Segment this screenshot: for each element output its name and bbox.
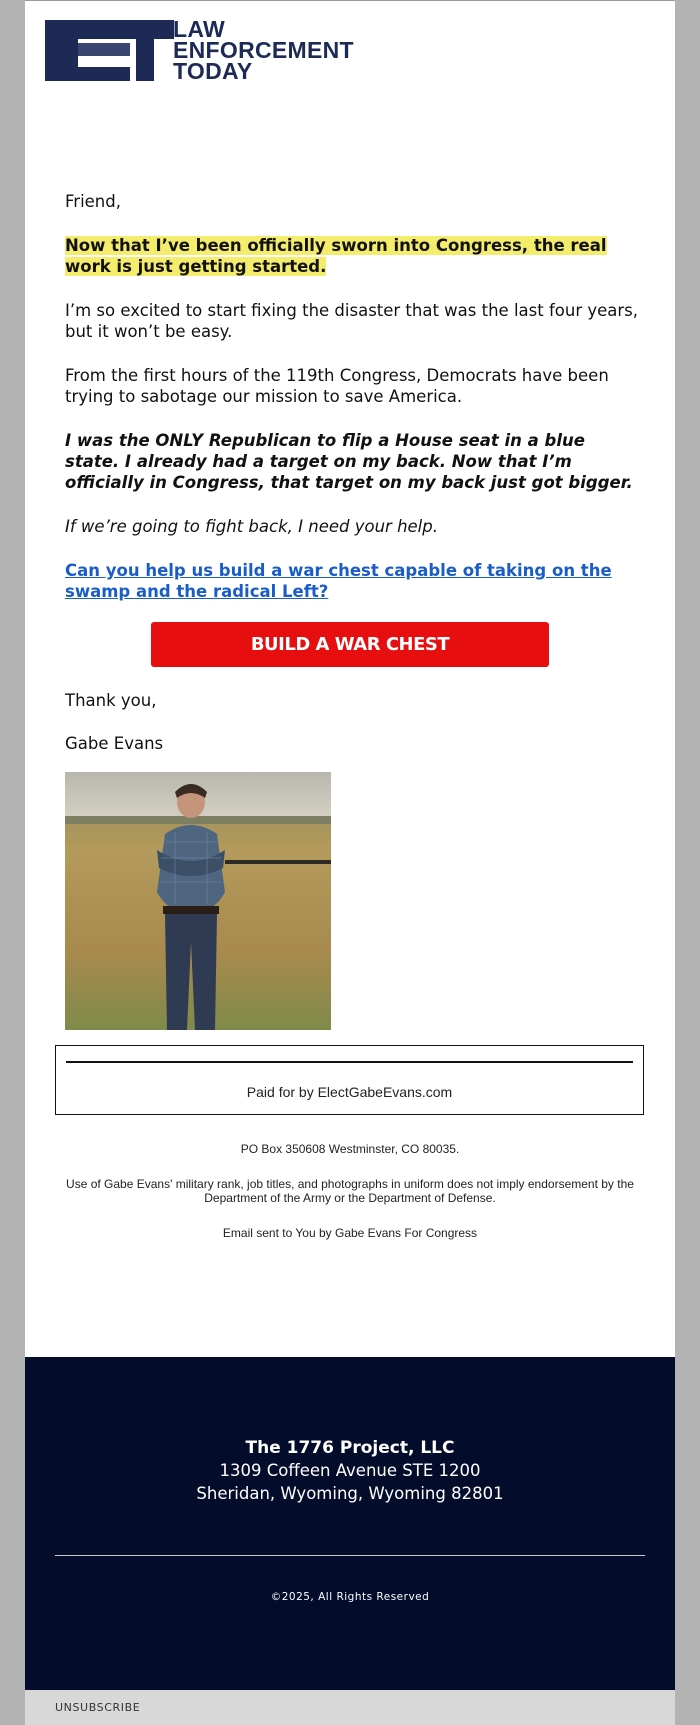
candidate-photo <box>65 772 331 1030</box>
military-notice: Use of Gabe Evans' military rank, job titles, and photographs in uniform does not imply endorsement by the Department of the Army or the Department of Defense. <box>66 1177 634 1205</box>
footer <box>25 1357 675 1690</box>
footer-address-line-1: 1309 Coffeen Avenue STE 1200 <box>219 1461 481 1480</box>
brand-wordmark <box>173 16 354 84</box>
paragraph-2: I’m so excited to start fixing the disaster that was the last four years, but it won’t be easy. <box>65 301 639 341</box>
footer-address-line-2: Sheridan, Wyoming, Wyoming 82801 <box>196 1484 504 1503</box>
paragraph-5: If we’re going to fight back, I need your help. <box>65 517 438 536</box>
sent-by-text: Email sent to You by Gabe Evans For Congress <box>222 1226 478 1240</box>
brand-line-3: TODAY <box>173 58 253 84</box>
footer-org-name: The 1776 Project, LLC <box>245 1438 455 1458</box>
paid-for-box <box>55 1045 644 1115</box>
top-border <box>25 0 675 1</box>
let-logo-mark-icon <box>45 20 175 82</box>
greeting: Friend, <box>65 192 121 211</box>
brand-line-2: ENFORCEMENT <box>173 37 354 63</box>
donate-link-paragraph <box>65 560 640 602</box>
footer-divider <box>55 1555 645 1556</box>
brand-line-1: LAW <box>173 16 225 42</box>
footer-copyright: ©2025, All Rights Reserved <box>270 1591 430 1603</box>
highlight-text: Now that I’ve been officially sworn into Congress, the real work is just getting started. <box>65 236 607 276</box>
signature: Gabe Evans <box>65 734 164 753</box>
paragraph-4: I was the ONLY Republican to flip a House seat in a blue state. I already had a target on my back. Now that I’m officially in Congress, that target on my back just got bigger. <box>65 431 633 492</box>
signoff: Thank you, <box>65 691 157 710</box>
build-war-chest-button[interactable]: BUILD A WAR CHEST <box>151 622 549 667</box>
po-box-address: PO Box 350608 Westminster, CO 80035. <box>240 1142 460 1156</box>
email-container <box>25 0 675 1725</box>
paid-for-rule <box>66 1061 633 1063</box>
paid-for-text: Paid for by ElectGabeEvans.com <box>246 1084 453 1100</box>
unsubscribe-link[interactable]: UNSUBSCRIBE <box>55 1701 141 1714</box>
paragraph-3: From the first hours of the 119th Congress, Democrats have been trying to sabotage our mission to save America. <box>65 366 609 406</box>
highlight-paragraph <box>65 235 640 277</box>
brand-logo[interactable] <box>45 16 385 84</box>
candidate-photo-icon <box>65 772 331 1030</box>
unsubscribe-bar <box>25 1690 675 1725</box>
donate-link[interactable]: Can you help us build a war chest capable of taking on the swamp and the radical Left? <box>65 561 612 601</box>
